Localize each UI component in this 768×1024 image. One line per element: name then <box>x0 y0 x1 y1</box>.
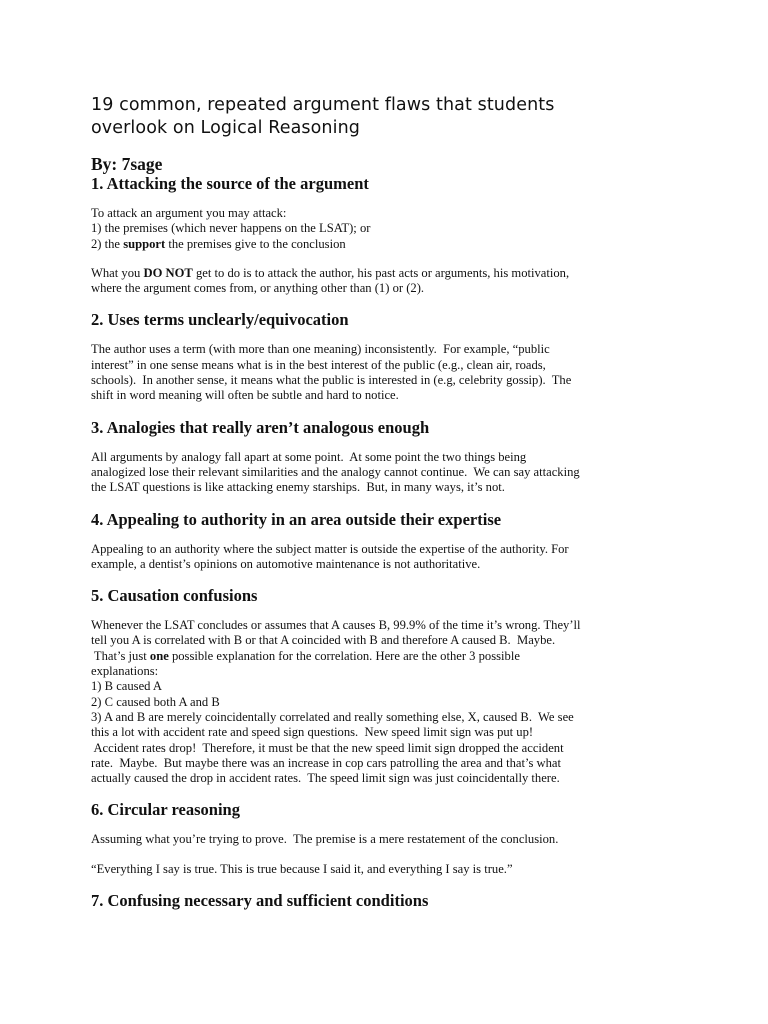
paragraph <box>91 206 691 252</box>
paragraph-line: rate. Maybe. But maybe there was an increase in cop cars patrolling the area and that’s what <box>91 755 561 770</box>
paragraph-line: this a lot with accident rate and speed sign questions. New speed limit sign was put up! <box>91 725 534 740</box>
list-item: 1) the premises (which never happens on the LSAT); or <box>91 221 371 236</box>
quote-line: “Everything I say is true. This is true because I said it, and everything I say is true.” <box>91 861 513 876</box>
paragraph <box>91 342 691 403</box>
title-line: overlook on Logical Reasoning <box>91 118 360 138</box>
paragraph-line: actually caused the drop in accident rates. The speed limit sign was just coincidentally there. <box>91 771 560 786</box>
section-heading: 3. Analogies that really aren’t analogous enough <box>91 417 430 437</box>
list-item: 3) A and B are merely coincidentally correlated and really something else, X, caused B. We see <box>91 709 574 724</box>
section-heading: 5. Causation confusions <box>91 586 258 606</box>
byline <box>91 154 691 174</box>
paragraph-line: The author uses a term (with more than one meaning) inconsistently. For example, “public <box>91 342 550 357</box>
paragraph-line: analogized lose their relevant similarities and the analogy cannot continue. We can say attacking <box>91 464 580 479</box>
section-causation <box>91 586 691 786</box>
paragraph-line <box>91 266 691 281</box>
document-page <box>91 94 691 925</box>
text-run: That’s just <box>91 648 150 663</box>
paragraph-line: Assuming what you’re trying to prove. The premise is a mere restatement of the conclusion. <box>91 832 559 847</box>
section-heading: 4. Appealing to authority in an area outside their expertise <box>91 509 502 529</box>
section-circular <box>91 800 691 877</box>
paragraph <box>91 450 691 496</box>
text-run: get to do is to attack the author, his past acts or arguments, his motivation, <box>192 265 570 280</box>
paragraph-line: interest” in one sense means what is in the best interest of the public (e.g., clean air, roads, <box>91 357 546 372</box>
section-heading: 6. Circular reasoning <box>91 800 240 820</box>
paragraph-line: explanations: <box>91 664 159 679</box>
title-line: 19 common, repeated argument flaws that students <box>91 95 555 115</box>
paragraph <box>91 618 691 786</box>
paragraph-line: tell you A is correlated with B or that A coincided with B and therefore A caused B. Maybe. <box>91 633 556 648</box>
document-title <box>91 94 691 140</box>
paragraph <box>91 542 691 573</box>
text-run: the premises give to the conclusion <box>165 236 346 251</box>
list-item: 2) C caused both A and B <box>91 694 220 709</box>
paragraph-line: Accident rates drop! Therefore, it must be that the new speed limit sign dropped the accident <box>91 740 564 755</box>
paragraph-line: example, a dentist’s opinions on automotive maintenance is not authoritative. <box>91 556 481 571</box>
section-analogies <box>91 418 691 496</box>
bold-text: DO NOT <box>143 265 193 280</box>
section-heading: 2. Uses terms unclearly/equivocation <box>91 310 349 330</box>
paragraph-line: schools). In another sense, it means what the public is interested in (e.g, celebrity gossip). The <box>91 373 572 388</box>
paragraph <box>91 862 691 877</box>
section-attacking-source <box>91 174 691 296</box>
section-authority <box>91 510 691 573</box>
paragraph <box>91 832 691 847</box>
text-run: 2) the <box>91 236 124 251</box>
paragraph <box>91 266 691 297</box>
paragraph-line: the LSAT questions is like attacking enemy starships. But, in many ways, it’s not. <box>91 480 505 495</box>
bold-text: one <box>149 648 169 663</box>
list-item <box>91 237 691 252</box>
section-heading: 1. Attacking the source of the argument <box>91 174 369 193</box>
byline-author: 7sage <box>121 154 163 174</box>
paragraph-line <box>91 649 691 664</box>
paragraph-line: To attack an argument you may attack: <box>91 206 287 220</box>
paragraph-line: Appealing to an authority where the subject matter is outside the expertise of the authority. For <box>91 541 569 556</box>
paragraph-line: shift in word meaning will often be subtle and hard to notice. <box>91 388 399 403</box>
list-item: 1) B caused A <box>91 679 162 694</box>
text-run: possible explanation for the correlation. Here are the other 3 possible <box>168 648 520 663</box>
bold-text: support <box>123 236 166 251</box>
paragraph-line: All arguments by analogy fall apart at some point. At some point the two things being <box>91 449 527 464</box>
paragraph-line: Whenever the LSAT concludes or assumes that A causes B, 99.9% of the time it’s wrong. They’ll <box>91 618 581 633</box>
text-run: What you <box>91 265 144 280</box>
byline-label: By: <box>91 154 118 174</box>
paragraph-line: where the argument comes from, or anything other than (1) or (2). <box>91 281 425 296</box>
section-necessary-sufficient <box>91 891 691 911</box>
section-heading: 7. Confusing necessary and sufficient conditions <box>91 891 429 911</box>
section-equivocation <box>91 310 691 403</box>
